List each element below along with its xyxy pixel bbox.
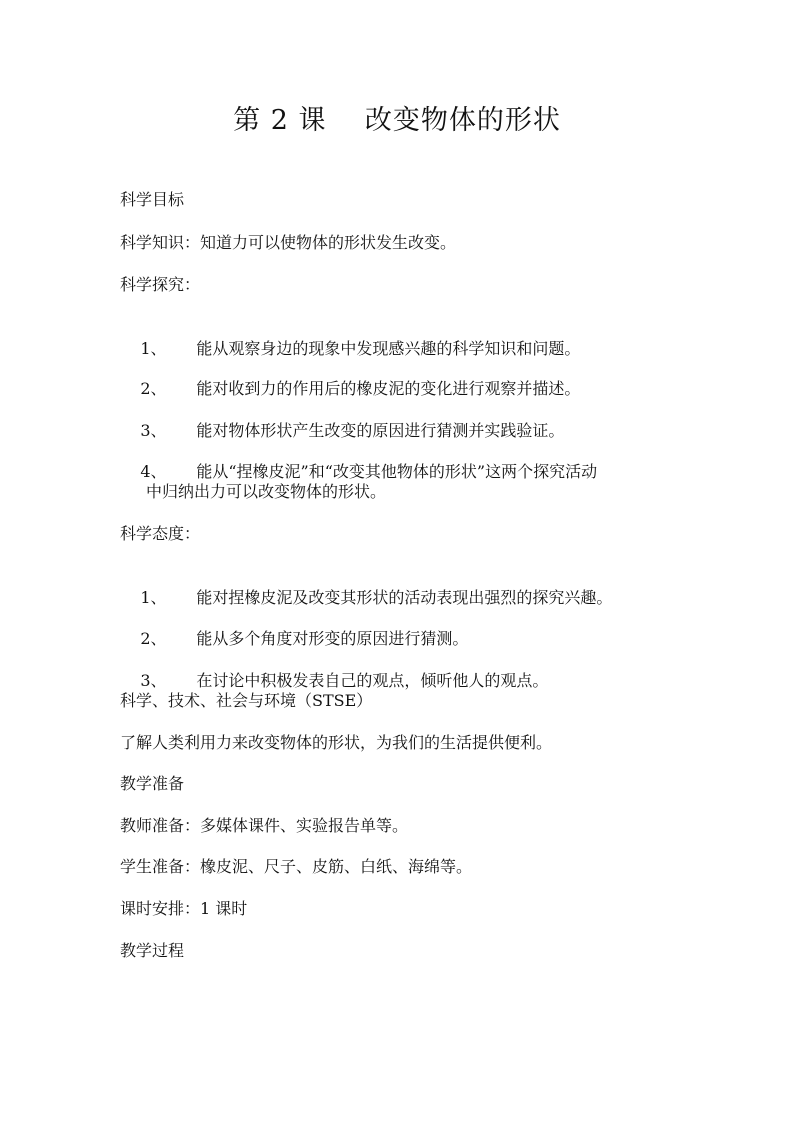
item-number: 3、 [140,671,167,690]
item-text: 能对收到力的作用后的橡皮泥的变化进行观察并描述。 [196,379,581,398]
teacher-prep: 教师准备：多媒体课件、实验报告单等。 [120,816,409,835]
item-text: 能对物体形状产生改变的原因进行猜测并实践验证。 [196,421,565,440]
inquiry-heading: 科学探究： [120,275,201,294]
schedule: 课时安排：1 课时 [120,899,248,918]
item-text: 能对捏橡皮泥及改变其形状的活动表现出强烈的探究兴趣。 [196,588,613,607]
lesson-title: 第 2 课 改变物体的形状 [233,105,561,136]
item-number: 3、 [140,421,167,440]
prep-heading: 教学准备 [120,774,185,793]
stse-heading: 科学、技术、社会与环境（STSE） [120,691,373,710]
attitude-heading: 科学态度： [120,524,201,543]
item-number: 1、 [140,588,167,607]
item-number: 2、 [140,379,167,398]
goals-heading: 科学目标 [120,190,185,209]
process-heading: 教学过程 [120,941,185,960]
item-text: 能从多个角度对形变的原因进行猜测。 [196,629,469,648]
science-knowledge: 科学知识：知道力可以使物体的形状发生改变。 [120,233,457,252]
item-number: 1、 [140,339,167,358]
item-text: 在讨论中积极发表自己的观点，倾听他人的观点。 [196,671,549,690]
item-text: 能从观察身边的现象中发现感兴趣的科学知识和问题。 [196,339,581,358]
item-text: 能从“捏橡皮泥”和“改变其他物体的形状”这两个探究活动 [196,462,598,481]
student-prep: 学生准备：橡皮泥、尺子、皮筋、白纸、海绵等。 [120,857,473,876]
inquiry-item-continuation: 中归纳出力可以改变物体的形状。 [146,482,387,501]
stse-text: 了解人类利用力来改变物体的形状，为我们的生活提供便利。 [120,733,553,752]
item-number: 2、 [140,629,167,648]
item-number: 4、 [140,462,167,481]
